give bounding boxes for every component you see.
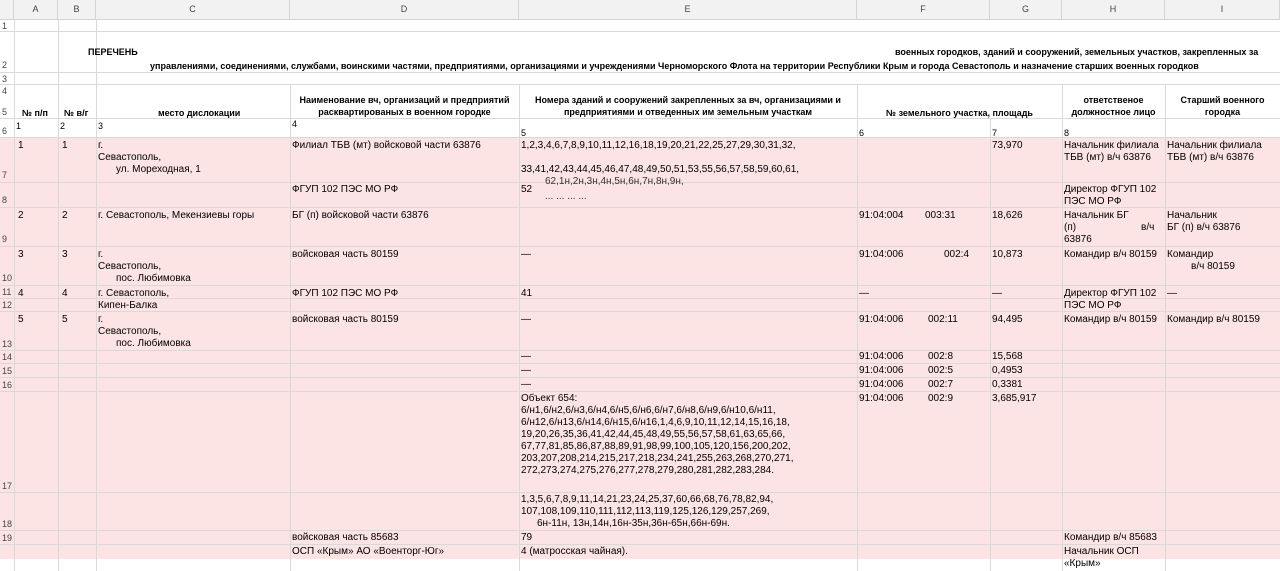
cell-buildings-clipped <box>521 191 857 203</box>
gridline <box>0 363 1280 364</box>
cell-area[interactable]: 15,568 <box>992 351 1023 362</box>
column-header-d[interactable]: D <box>290 0 519 19</box>
row-header[interactable]: 19 <box>2 533 13 543</box>
cell-buildings[interactable]: 4 (матросская чайная). <box>521 546 628 557</box>
cell-senior[interactable]: Командир <box>1167 249 1214 260</box>
cell-area[interactable]: 0,4953 <box>992 365 1023 376</box>
row-header[interactable]: 9 <box>2 234 8 244</box>
cell-buildings[interactable]: 1,3,5,6,7,8,9,11,14,21,23,24,25,37,60,66,68,76,78,82,94, <box>521 494 774 505</box>
cell-area[interactable]: 18,626 <box>992 210 1023 221</box>
cell-buildings: 6/н1,6/н2,6/н3,6/н4,6/н5,6/н6,6/н7,6/н8,6/н9,6/н10,6/н11, <box>521 405 776 416</box>
cell-buildings[interactable]: — <box>521 249 531 260</box>
row-header[interactable]: 17 <box>2 481 13 491</box>
cell-responsible[interactable]: Начальник филиала <box>1064 140 1159 151</box>
cell-senior: ТБВ (мт) в/ч 63876 <box>1167 152 1254 163</box>
cell-buildings: 6/н12,6/н13,6/н14,6/н15,6/н16,1,4,6,9,10,11,12,14,15,16,18, <box>521 417 790 428</box>
column-header-i[interactable]: I <box>1165 0 1280 19</box>
cell-place: Севастополь, <box>98 261 162 272</box>
cell-num-vg[interactable]: 3 <box>62 249 68 260</box>
row-header[interactable]: 8 <box>2 195 8 205</box>
cell-buildings[interactable]: 79 <box>521 532 533 543</box>
row-header[interactable]: 11 <box>2 287 12 297</box>
cell-num-vg[interactable]: 1 <box>62 140 68 151</box>
cell-place: Севастополь, <box>98 152 162 163</box>
gridline <box>14 19 15 571</box>
cell-responsible[interactable]: Командир в/ч 80159 <box>1064 249 1157 260</box>
cell-place: Кипен-Балка <box>98 300 158 311</box>
gridline <box>0 530 1280 531</box>
cell-land-number: 002:5 <box>928 365 954 376</box>
cell-responsible[interactable]: Командир в/ч 85683 <box>1064 532 1157 543</box>
cell-buildings[interactable]: 1,2,3,4,6,7,8,9,10,11,12,16,18,19,20,21,22,25,27,29,30,31,32, <box>521 140 796 151</box>
header-place: место дислокации <box>158 108 241 118</box>
cell-unit[interactable]: ОСП «Крым» АО «Военторг-Юг» <box>292 546 445 557</box>
row-header[interactable]: 3 <box>2 74 8 84</box>
gridline <box>96 19 97 571</box>
cell-land-number: 002:8 <box>928 351 954 362</box>
cell-place: ул. Мореходная, 1 <box>116 164 201 175</box>
select-all-corner[interactable] <box>0 0 14 19</box>
cell-area[interactable]: — <box>992 288 1002 299</box>
cell-num-vg[interactable]: 4 <box>62 288 68 299</box>
cell-unit[interactable]: ФГУП 102 ПЭС МО РФ <box>292 288 399 299</box>
column-header-c[interactable]: C <box>96 0 290 19</box>
cell-land-number: 002:9 <box>928 393 954 404</box>
gridline <box>0 246 1280 247</box>
cell-senior: БГ (п) в/ч 63876 <box>1167 222 1241 233</box>
gridline <box>857 84 858 571</box>
cell-buildings: 6н-11н, 13н,14н,16н-35н,36н-65н,66н-69н. <box>537 518 730 529</box>
cell-buildings[interactable]: 52 <box>521 184 533 195</box>
cell-land-number: 002:11 <box>928 314 958 325</box>
gridline <box>0 31 1280 32</box>
row-header[interactable]: 12 <box>2 300 13 310</box>
column-header-e[interactable]: E <box>519 0 857 19</box>
cell-area[interactable]: 0,3381 <box>992 379 1023 390</box>
cell-unit[interactable]: войсковая часть 85683 <box>292 532 399 543</box>
row-header[interactable]: 5 <box>2 107 8 117</box>
header-senior-line2: городка <box>1204 107 1241 117</box>
column-header-g[interactable]: G <box>990 0 1062 19</box>
index-cell[interactable]: 1 <box>16 121 22 131</box>
header-buildings-line1: Номера зданий и сооружений закрепленных за вч, организациями и <box>535 95 841 105</box>
title-continuation: военных городков, зданий и сооружений, земельных участков, закрепленных за <box>895 47 1259 57</box>
row-header[interactable]: 14 <box>2 352 13 362</box>
cell-responsible: ПЭС МО РФ <box>1064 300 1122 311</box>
cell-land-code[interactable]: 91:04:006 <box>859 379 904 390</box>
gridline <box>519 84 520 571</box>
cell-place: пос. Любимовка <box>116 273 191 284</box>
cell-num[interactable]: 1 <box>18 140 24 151</box>
gridline <box>58 19 59 571</box>
cell-place[interactable]: г. <box>98 314 104 325</box>
cell-responsible: (п) <box>1064 222 1077 233</box>
cell-responsible: в/ч <box>1141 222 1155 233</box>
row-header[interactable]: 2 <box>2 60 8 70</box>
gridline <box>0 492 1280 493</box>
gridline <box>290 84 291 571</box>
row-header[interactable]: 18 <box>2 519 13 529</box>
column-header-b[interactable]: B <box>58 0 96 19</box>
cell-land-code[interactable]: 91:04:006 <box>859 393 904 404</box>
title-line2: управлениями, соединениями, службами, воинскими частями, предприятиями, организациями и учреждениями Черноморского Флота на территории Республики Крым и города Севастополь и назначение старших военных городков <box>150 61 1199 71</box>
cell-unit[interactable]: Филиал ТБВ (мт) войсковой части 63876 <box>292 140 481 151</box>
gridline <box>0 391 1280 392</box>
cell-unit[interactable]: ФГУП 102 ПЭС МО РФ <box>292 184 399 195</box>
cell-land-code[interactable]: — <box>859 288 869 299</box>
cell-buildings-clipped <box>521 176 857 187</box>
row-header[interactable]: 6 <box>2 126 8 136</box>
row-header[interactable]: 15 <box>2 366 13 376</box>
gridline <box>990 118 991 571</box>
cell-area[interactable]: 73,970 <box>992 140 1023 151</box>
header-land: № земельного участка, площадь <box>886 108 1033 118</box>
cell-buildings: ... ... ... ... <box>545 191 587 202</box>
cell-area[interactable]: 94,495 <box>992 314 1023 325</box>
cell-buildings: 67,77,81,85,86,87,88,89,91,98,99,100,105,120,156,200,202, <box>521 441 791 452</box>
index-cell[interactable]: 4 <box>292 119 298 129</box>
gridline <box>1062 84 1063 571</box>
cell-buildings: 107,108,109,110,111,112,113,119,125,126,129,257,269, <box>521 506 770 517</box>
column-header-a[interactable]: A <box>14 0 58 19</box>
cell-land-code[interactable]: 91:04:006 <box>859 314 904 325</box>
cell-land-code[interactable]: 91:04:006 <box>859 365 904 376</box>
index-cell[interactable]: 7 <box>992 128 998 138</box>
row-header[interactable]: 4 <box>2 86 8 96</box>
cell-land-code[interactable]: 91:04:006 <box>859 351 904 362</box>
cell-buildings: 19,20,26,35,36,41,42,44,45,48,49,55,56,57,58,61,63,65,66, <box>521 429 786 440</box>
gridline <box>0 377 1280 378</box>
cell-area[interactable]: 3,685,917 <box>992 393 1037 404</box>
header-buildings-line2: предприятиями и отведенных им земельным участкам <box>563 107 813 117</box>
cell-unit[interactable]: войсковая часть 80159 <box>292 314 399 325</box>
cell-unit[interactable]: войсковая часть 80159 <box>292 249 399 260</box>
gridline <box>1165 84 1166 571</box>
cell-senior: в/ч 80159 <box>1191 261 1235 272</box>
gridline <box>0 544 1280 545</box>
gridline <box>0 84 1280 85</box>
cell-land-number: 003:31 <box>925 210 956 221</box>
cell-num[interactable]: 2 <box>18 210 24 221</box>
cell-buildings[interactable]: Объект 654: <box>521 393 578 404</box>
cell-responsible: 63876 <box>1064 234 1092 245</box>
gridline <box>0 285 1280 286</box>
cell-place: пос. Любимовка <box>116 338 191 349</box>
cell-responsible[interactable]: Командир в/ч 80159 <box>1064 314 1157 325</box>
cell-land-code[interactable]: 91:04:004 <box>859 210 904 221</box>
row-header[interactable]: 7 <box>2 170 8 180</box>
cell-land-code[interactable]: 91:04:006 <box>859 249 904 260</box>
cell-buildings: 33,41,42,43,44,45,46,47,48,49,50,51,53,55,56,57,58,59,60,61, <box>521 164 800 175</box>
cell-buildings: 62,1н,2н,3н,4н,5н,6н,7н,8н,9н, <box>545 176 684 187</box>
cell-place: Севастополь, <box>98 326 162 337</box>
gridline <box>0 72 1280 73</box>
gridline <box>0 350 1280 351</box>
cell-senior[interactable]: — <box>1167 288 1177 299</box>
header-responsible-line2: должностное лицо <box>1071 107 1156 117</box>
cell-responsible[interactable]: Начальник БГ <box>1064 210 1129 221</box>
cell-responsible: «Крым» <box>1064 558 1101 569</box>
cell-place[interactable]: г. <box>98 140 104 151</box>
index-cell[interactable]: 6 <box>859 128 865 138</box>
row-header[interactable]: 10 <box>2 273 13 283</box>
cell-buildings[interactable]: — <box>521 351 531 362</box>
gridline <box>0 137 1280 138</box>
cell-senior[interactable]: Начальник филиала <box>1167 140 1262 151</box>
header-unit-line1: Наименование вч, организаций и предприятий <box>299 95 510 105</box>
cell-place[interactable]: г. Севастополь, <box>98 288 170 299</box>
cell-buildings: 272,273,274,275,276,277,278,279,280,281,282,283,284. <box>521 465 775 476</box>
header-num: № п/п <box>22 108 48 118</box>
cell-land-number: 002:7 <box>928 379 954 390</box>
cell-area[interactable]: 10,873 <box>992 249 1023 260</box>
cell-buildings[interactable]: — <box>521 379 531 390</box>
row-header[interactable]: 13 <box>2 339 13 349</box>
cell-land-number: 002:4 <box>944 249 970 260</box>
cell-num[interactable]: 4 <box>18 288 24 299</box>
cell-senior[interactable]: Командир в/ч 80159 <box>1167 314 1260 325</box>
header-unit-line2: расквартированых в военном городке <box>318 107 491 117</box>
cell-place[interactable]: г. <box>98 249 104 260</box>
cell-responsible[interactable]: Директор ФГУП 102 <box>1064 184 1157 195</box>
index-cell[interactable]: 8 <box>1064 128 1070 138</box>
cell-place[interactable]: г. Севастополь, Мекензиевы горы <box>98 210 255 221</box>
header-responsible-line1: ответственое <box>1083 95 1144 105</box>
title-label: ПЕРЕЧЕНЬ <box>88 47 138 57</box>
cell-buildings[interactable]: — <box>521 314 531 325</box>
column-header-h[interactable]: H <box>1062 0 1165 19</box>
cell-responsible[interactable]: Директор ФГУП 102 <box>1064 288 1157 299</box>
cell-responsible[interactable]: Начальник ОСП <box>1064 546 1139 557</box>
cell-unit[interactable]: БГ (п) войсковой части 63876 <box>292 210 429 221</box>
cell-num[interactable]: 5 <box>18 314 24 325</box>
cell-responsible: ТБВ (мт) в/ч 63876 <box>1064 152 1151 163</box>
cell-num-vg[interactable]: 5 <box>62 314 68 325</box>
index-cell[interactable]: 5 <box>521 128 527 138</box>
index-cell[interactable]: 3 <box>98 121 104 131</box>
index-cell[interactable]: 2 <box>60 121 66 131</box>
cell-num[interactable]: 3 <box>18 249 24 260</box>
cell-buildings[interactable]: 41 <box>521 288 533 299</box>
row-header[interactable]: 16 <box>2 380 13 390</box>
cell-num-vg[interactable]: 2 <box>62 210 68 221</box>
row-header[interactable]: 1 <box>2 21 8 31</box>
cell-senior[interactable]: Начальник <box>1167 210 1217 221</box>
cell-buildings[interactable]: — <box>521 365 531 376</box>
header-num-vg: № в/г <box>64 108 89 118</box>
cell-buildings: 203,207,208,214,215,217,218,234,241,255,263,268,270,271, <box>521 453 794 464</box>
cell-responsible: ПЭС МО РФ <box>1064 196 1122 207</box>
column-header-f[interactable]: F <box>857 0 990 19</box>
header-senior-line1: Старший военного <box>1180 95 1265 105</box>
